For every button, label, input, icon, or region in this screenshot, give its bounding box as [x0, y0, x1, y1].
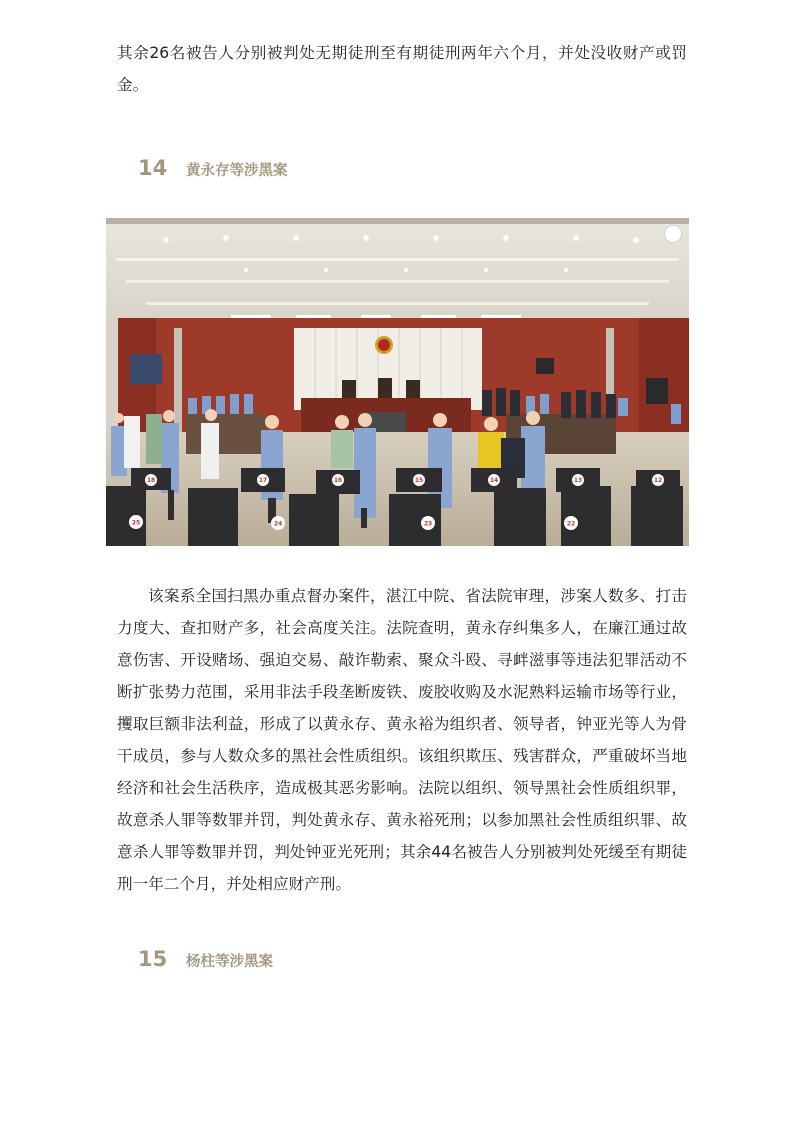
section-number: 15 [138, 947, 168, 971]
photo-corner-circle-icon [665, 226, 682, 243]
section-14-body: 该案系全国扫黑办重点督办案件，湛江中院、省法院审理，涉案人数多、打击力度大、查扣财产多，社会高度关注。法院查明，黄永存纠集多人，在廉江通过故意伤害、开设赌场、强迫交易、敲诈勒索、聚众斗殴、寻衅滋事等违法犯罪活动不断扩张势力范围，采用非法手段垄断废铁、废胶收购及水泥熟料运输市场等行业，攫取巨额非法利益，形成了以黄永存、黄永裕为组织者、领导者，钟亚光等人为骨干成员，参与人数众多的黑社会性质组织。该组织欺压、残害群众，严重破坏当地经济和社会生活秩序，造成极其恶劣影响。法院以组织、领导黑社会性质组织罪，故意杀人罪等数罪并罚，判处黄永存、黄永裕死刑；以参加黑社会性质组织罪、故意杀人罪等数罪并罚，判处钟亚光死刑；其余44名被告人分别被判处死缓至有期徒刑一年二个月，并处相应财产刑。 [117, 587, 687, 893]
section-number: 14 [138, 156, 168, 180]
chair-number: 22 [566, 520, 576, 528]
chair-number: 25 [131, 519, 141, 527]
section-title: 黄永存等涉黑案 [186, 163, 288, 179]
chair-number: 13 [573, 477, 583, 484]
chair-number: 23 [423, 520, 433, 528]
section-title: 杨柱等涉黑案 [186, 954, 273, 970]
section-15-heading [138, 947, 273, 971]
section-14-heading [138, 156, 288, 180]
chair-number: 15 [414, 477, 424, 484]
chair-number: 24 [273, 520, 283, 528]
chair-number: 12 [653, 477, 663, 484]
courtroom-photo [106, 218, 689, 546]
chair-number: 17 [258, 477, 268, 484]
chair-number: 14 [489, 477, 499, 484]
intro-paragraph: 其余26名被告人分别被判处无期徒刑至有期徒刑两年六个月，并处没收财产或罚金。 [117, 44, 687, 94]
chair-number: 18 [146, 477, 156, 484]
chair-number: 16 [333, 477, 343, 484]
